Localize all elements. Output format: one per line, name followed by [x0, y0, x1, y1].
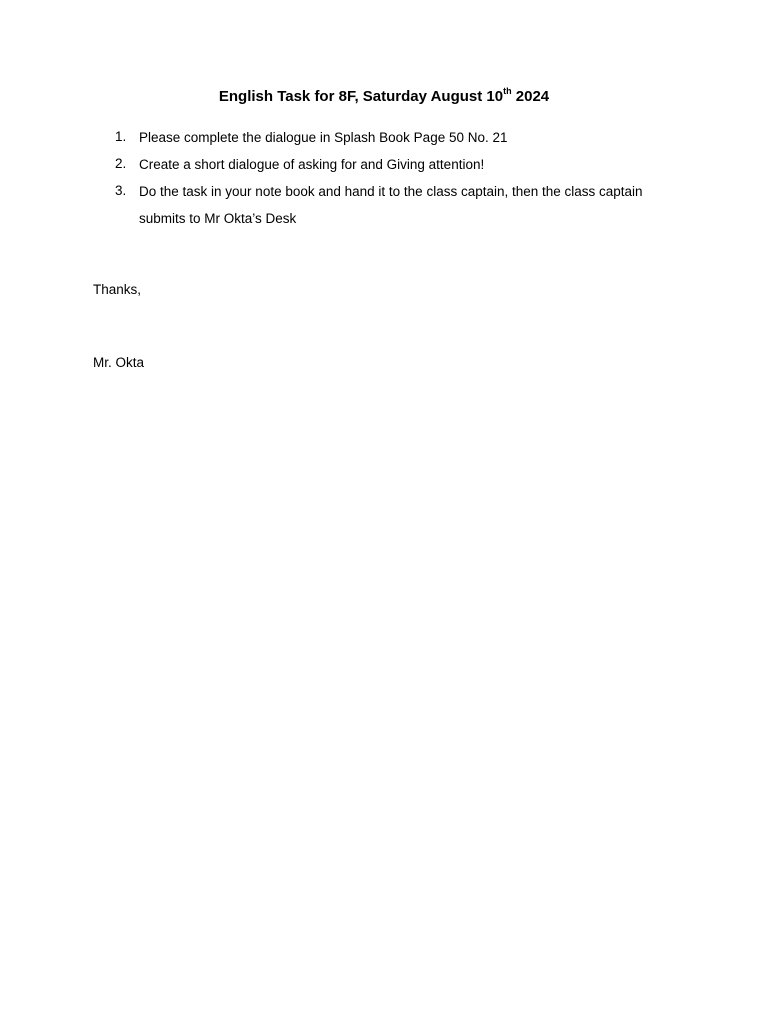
task-text: Please complete the dialogue in Splash Book Page 50 No. 21: [139, 130, 508, 145]
task-number: 3.: [115, 183, 127, 198]
task-number: 1.: [115, 129, 127, 144]
title-year-text: 2024: [511, 88, 550, 105]
title-ordinal-suffix: th: [503, 86, 512, 96]
title-main-text: English Task for 8F, Saturday August 10: [218, 88, 504, 105]
closing-line: Thanks,: [93, 282, 142, 297]
signature-name: Mr. Okta: [93, 355, 145, 370]
task-text: Do the task in your note book and hand it to the class captain, then the class captain submits to Mr Okta’s Desk: [139, 184, 643, 226]
document-title: [0, 87, 768, 107]
task-text: Create a short dialogue of asking for and Giving attention!: [139, 157, 485, 172]
task-number: 2.: [115, 156, 127, 171]
